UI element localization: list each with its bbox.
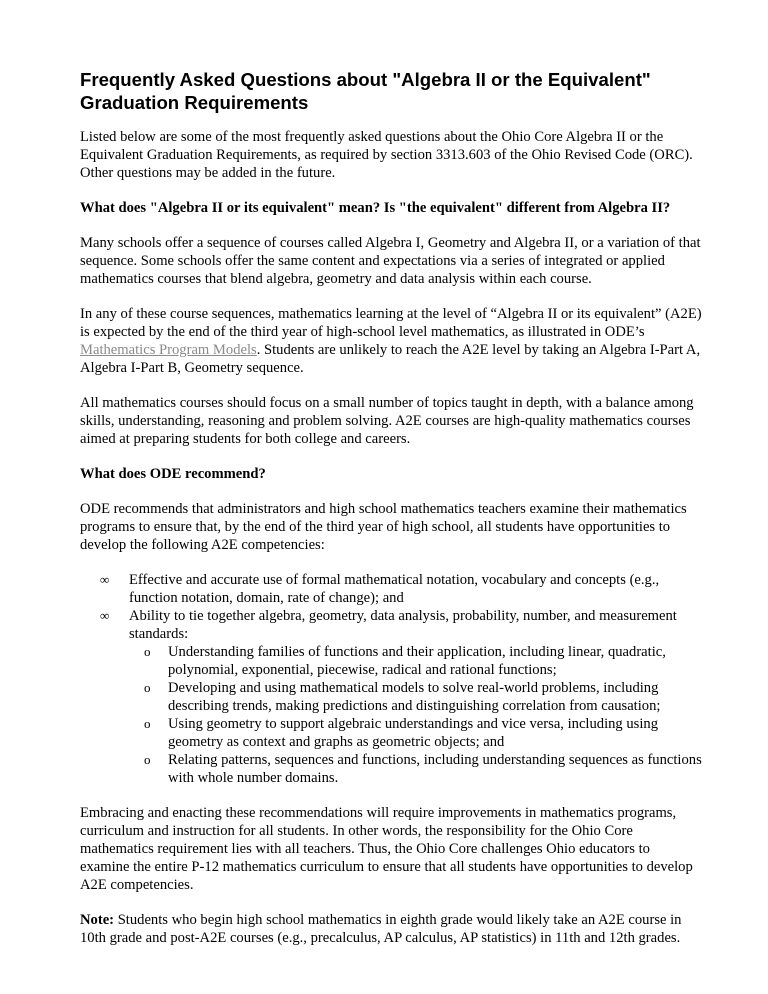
answer-1-paragraph-1: Many schools offer a sequence of courses called Algebra I, Geometry and Algebra II, or a variation of that sequence. Some schools offer the same content and expectations via a series of integrated or applied mathematics courses that blend algebra, geometry and data analysis within each course. <box>80 235 701 287</box>
question-1: What does "Algebra II or its equivalent" mean? Is "the equivalent" different from Algebra II? <box>80 200 671 216</box>
competency-list <box>80 571 702 787</box>
sub-list-item-text: Relating patterns, sequences and functions, including understanding sequences as functions with whole number domains. <box>168 752 702 786</box>
answer-1-paragraph-3: All mathematics courses should focus on a small number of topics taught in depth, with a balance among skills, understanding, reasoning and problem solving. A2E courses are high-quality mathematics courses aimed at preparing students for both college and careers. <box>80 395 694 447</box>
sub-list-item-text: Using geometry to support algebraic understandings and vice versa, including using geometry as context and graphs as geometric objects; and <box>168 716 658 750</box>
answer-2-paragraph-2: Embracing and enacting these recommendations will require improvements in mathematics programs, curriculum and instruction for all students. In other words, the responsibility for the Ohio Core mathematics requirement lies with all teachers. Thus, the Ohio Core challenges Ohio educators to examine the entire P-12 mathematics curriculum to ensure that all students have opportunities to develop A2E competencies. <box>80 805 693 893</box>
sub-competency-list <box>129 643 702 787</box>
sub-list-item <box>144 751 702 787</box>
list-item <box>100 607 702 787</box>
sub-list-item-text: Developing and using mathematical models to solve real-world problems, including describing trends, making predictions and distinguishing correlation from causation; <box>168 680 661 714</box>
list-item <box>100 571 702 607</box>
infinity-bullet-icon: ∞ <box>100 608 110 623</box>
sub-list-item-text: Understanding families of functions and their application, including linear, quadratic, polynomial, exponential, piecewise, radical and rational functions; <box>168 644 666 678</box>
infinity-bullet-icon: ∞ <box>100 572 110 587</box>
page-title: Frequently Asked Questions about "Algebra II or the Equivalent" Graduation Requirements <box>80 69 651 113</box>
sub-list-item <box>144 679 702 715</box>
answer-1-paragraph-2 <box>80 305 702 377</box>
sub-list-item <box>144 715 702 751</box>
circle-bullet-icon: o <box>144 716 151 731</box>
note-text: Students who begin high school mathematics in eighth grade would likely take an A2E course in 10th grade and post-A2E courses (e.g., precalculus, AP calculus, AP statistics) in 11th and 12th grades. <box>80 912 682 946</box>
circle-bullet-icon: o <box>144 752 151 767</box>
circle-bullet-icon: o <box>144 644 151 659</box>
list-item-text: Effective and accurate use of formal mathematical notation, vocabulary and concepts (e.g., function notation, domain, rate of change); and <box>129 572 660 606</box>
question-2: What does ODE recommend? <box>80 466 266 482</box>
answer-1-text-before-link: In any of these course sequences, mathematics learning at the level of “Algebra II or its equivalent” (A2E) is expected by the end of the third year of high-school level mathematics, as illustrated in ODE’s <box>80 306 702 340</box>
note-paragraph <box>80 911 702 947</box>
list-item-text: Ability to tie together algebra, geometry, data analysis, probability, number, and measurement standards: <box>129 608 677 642</box>
mathematics-program-models-link[interactable]: Mathematics Program Models <box>80 342 257 358</box>
intro-paragraph: Listed below are some of the most frequently asked questions about the Ohio Core Algebra II or the Equivalent Graduation Requirements, as required by section 3313.603 of the Ohio Revised Code (ORC). Other questions may be added in the future. <box>80 129 693 181</box>
circle-bullet-icon: o <box>144 680 151 695</box>
note-label: Note: <box>80 912 115 928</box>
answer-1-text-after-link: . Students are unlikely to reach the A2E level by taking an Algebra I-Part A, Algebra I-Part B, Geometry sequence. <box>80 342 701 376</box>
answer-2-paragraph-1: ODE recommends that administrators and high school mathematics teachers examine their mathematics programs to ensure that, by the end of the third year of high school, all students have opportunities to develop the following A2E competencies: <box>80 501 687 553</box>
sub-list-item <box>144 643 702 679</box>
